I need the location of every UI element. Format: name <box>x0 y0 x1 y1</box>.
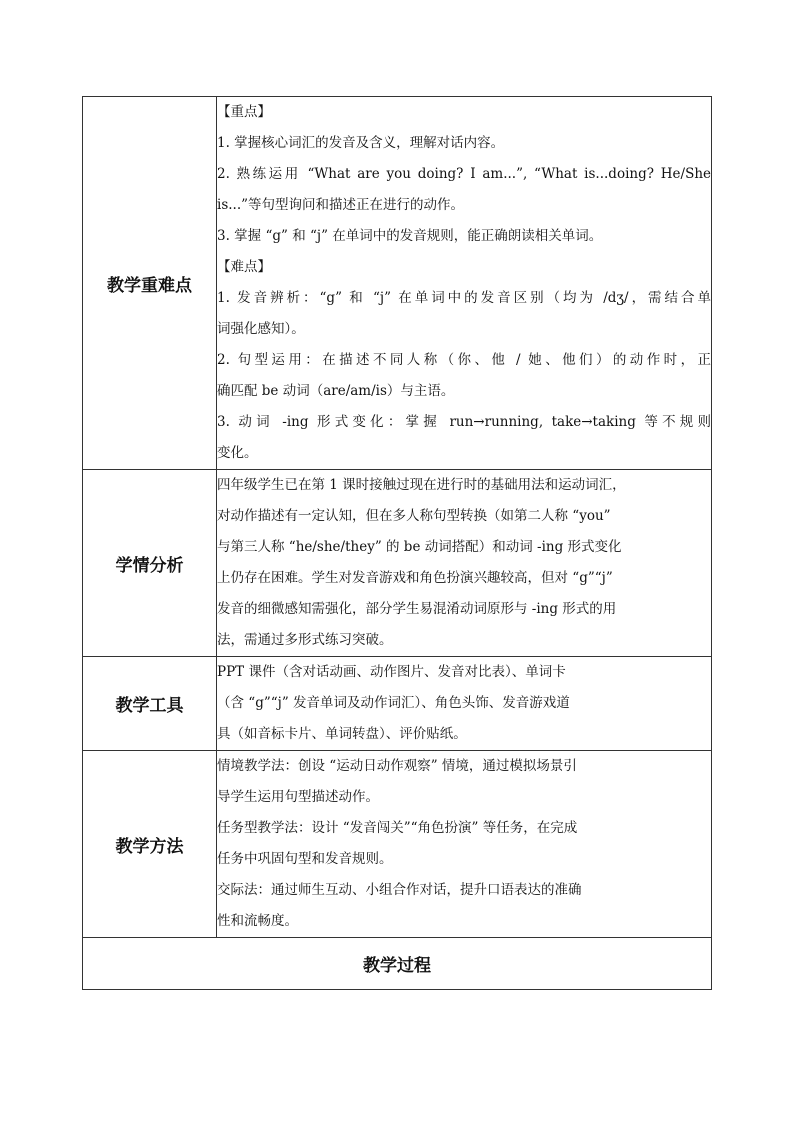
text-line: 发音的细微感知需强化，部分学生易混淆动词原形与 -ing 形式的用 <box>217 601 617 617</box>
text-line: is...”等句型询问和描述正在进行的动作。 <box>217 197 465 213</box>
row-teaching-process <box>83 938 712 990</box>
text-line: 任务型教学法：设计 “发音闯关”“角色扮演” 等任务，在完成 <box>217 820 578 836</box>
text-line: 2. 句型运用：在描述不同人称（你、他 / 她、他们）的动作时，正 <box>217 352 711 368</box>
text-line: 1. 掌握核心词汇的发音及含义，理解对话内容。 <box>217 135 505 151</box>
text-line: 【重点】 <box>217 104 271 120</box>
text-line: （含 “g”“j” 发音单词及动作词汇）、角色头饰、发音游戏道 <box>217 695 570 711</box>
text-line: 法，需通过多形式练习突破。 <box>217 632 393 648</box>
row-content <box>217 751 712 938</box>
row-label: 教学方法 <box>83 751 217 938</box>
text-line: 情境教学法：创设 “运动日动作观察” 情境，通过模拟场景引 <box>217 758 577 774</box>
text-line: PPT 课件（含对话动画、动作图片、发音对比表）、单词卡 <box>217 664 566 680</box>
text-line: 任务中巩固句型和发音规则。 <box>217 851 393 867</box>
text-line: 变化。 <box>217 445 258 461</box>
teaching-process-heading: 教学过程 <box>83 938 712 990</box>
text-line: 与第三人称 “he/she/they” 的 be 动词搭配）和动词 -ing 形式变化 <box>217 539 622 555</box>
text-line: 四年级学生已在第 1 课时接触过现在进行时的基础用法和运动词汇， <box>217 477 626 493</box>
text-line: 3. 掌握 “g” 和 “j” 在单词中的发音规则，能正确朗读相关单词。 <box>217 228 603 244</box>
lesson-plan-table <box>82 96 712 990</box>
text-line: 1. 发音辨析：“g” 和 “j” 在单词中的发音区别（均为 /dʒ/，需结合单 <box>217 290 711 306</box>
text-line: 上仍存在困难。学生对发音游戏和角色扮演兴趣较高，但对 “g”“j” <box>217 570 613 586</box>
lesson-plan-body <box>83 97 712 990</box>
text-line: 【难点】 <box>217 259 271 275</box>
row-key-difficult-points <box>83 97 712 470</box>
text-line: 确匹配 be 动词（are/am/is）与主语。 <box>217 383 455 399</box>
text-line: 交际法：通过师生互动、小组合作对话，提升口语表达的准确 <box>217 882 582 898</box>
text-line: 2. 熟练运用 “What are you doing? I am...”, “What is...doing? He/She <box>217 166 711 182</box>
text-line: 性和流畅度。 <box>217 913 298 929</box>
row-content <box>217 97 712 470</box>
row-teaching-methods <box>83 751 712 938</box>
text-line: 词强化感知）。 <box>217 321 305 337</box>
text-line: 对动作描述有一定认知，但在多人称句型转换（如第二人称 “you” <box>217 508 611 524</box>
text-line: 导学生运用句型描述动作。 <box>217 789 379 805</box>
row-content <box>217 470 712 657</box>
row-teaching-tools <box>83 657 712 751</box>
text-line: 3. 动词 -ing 形式变化：掌握 run→running, take→taking 等不规则 <box>217 414 711 430</box>
row-label: 教学工具 <box>83 657 217 751</box>
row-label: 教学重难点 <box>83 97 217 470</box>
text-line: 具（如音标卡片、单词转盘）、评价贴纸。 <box>217 726 467 742</box>
row-student-analysis <box>83 470 712 657</box>
row-content <box>217 657 712 751</box>
row-label: 学情分析 <box>83 470 217 657</box>
